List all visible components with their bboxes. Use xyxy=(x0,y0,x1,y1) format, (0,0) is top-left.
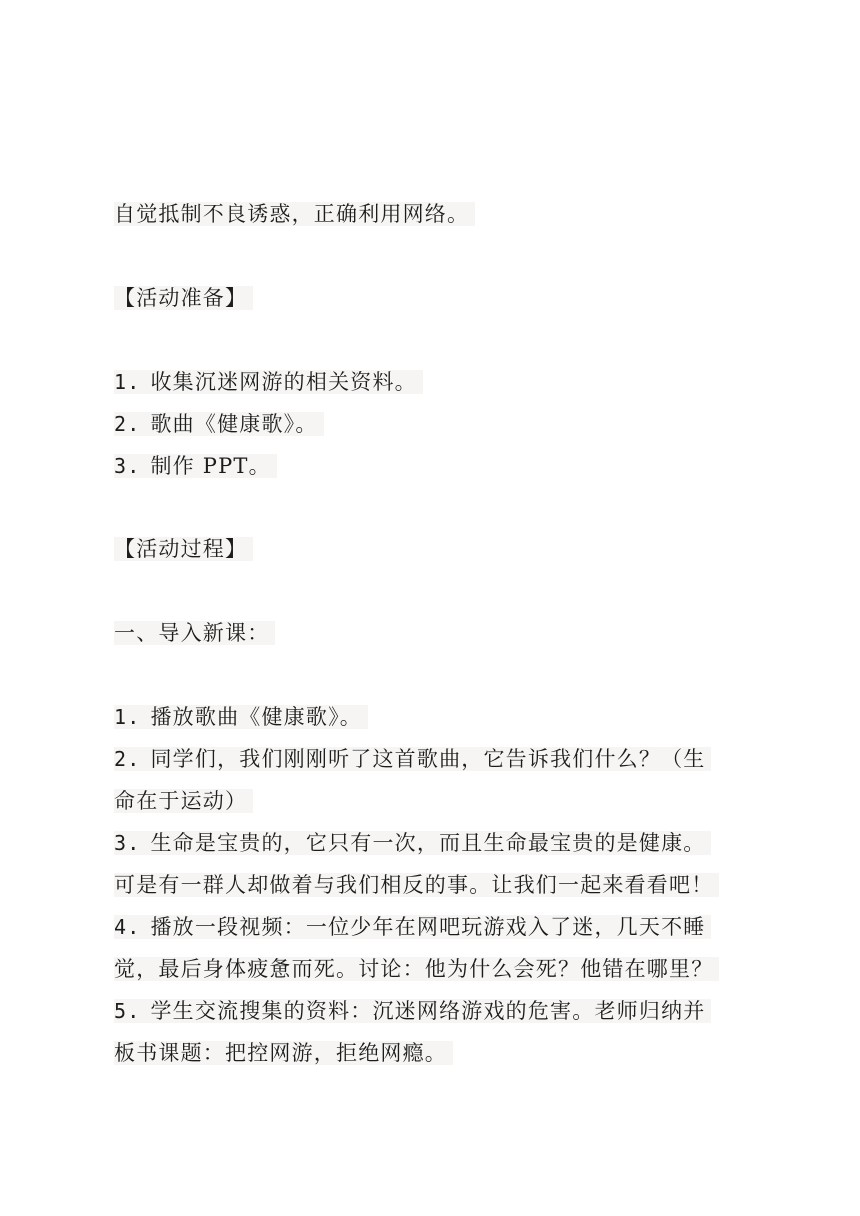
preparation-item-1 xyxy=(114,364,423,400)
preparation-item-2 xyxy=(114,406,324,442)
item-number: 5. xyxy=(114,999,141,1023)
item-text: 觉，最后身体疲惫而死。讨论：他为什么会死？他错在哪里？ xyxy=(114,957,719,981)
preparation-heading: 【活动准备】 xyxy=(114,280,253,316)
process-item-2-continuation xyxy=(114,783,253,819)
process-item-2 xyxy=(114,741,711,777)
item-text: 播放歌曲《健康歌》。 xyxy=(150,705,362,729)
process-item-5 xyxy=(114,993,711,1029)
preparation-item-3 xyxy=(114,448,277,484)
item-number: 4. xyxy=(114,915,141,939)
item-number: 2. xyxy=(114,747,141,771)
intro-paragraph xyxy=(114,196,475,232)
item-number: 3. xyxy=(114,454,141,478)
item-text: 歌曲《健康歌》。 xyxy=(150,412,318,436)
item-text: 命在于运动） xyxy=(114,789,253,813)
process-item-3-continuation xyxy=(114,867,719,903)
item-number: 1. xyxy=(114,370,141,394)
process-item-1 xyxy=(114,699,368,735)
item-text: 生命是宝贵的，它只有一次，而且生命最宝贵的是健康。 xyxy=(150,831,706,855)
item-number: 2. xyxy=(114,412,141,436)
item-text: 学生交流搜集的资料：沉迷网络游戏的危害。老师归纳并 xyxy=(150,999,706,1023)
item-text: 制作 PPT。 xyxy=(150,454,271,478)
intro-text: 自觉抵制不良诱惑，正确利用网络。 xyxy=(114,202,475,226)
item-text: 可是有一群人却做着与我们相反的事。让我们一起来看看吧！ xyxy=(114,873,719,897)
process-item-3 xyxy=(114,825,711,861)
process-heading: 【活动过程】 xyxy=(114,531,253,567)
item-number: 1. xyxy=(114,705,141,729)
process-item-4 xyxy=(114,909,711,945)
section-title: 一、导入新课： xyxy=(114,615,275,651)
item-text: 板书课题：把控网游，拒绝网瘾。 xyxy=(114,1041,453,1065)
item-text: 播放一段视频：一位少年在网吧玩游戏入了迷，几天不睡 xyxy=(150,915,706,939)
item-text: 同学们，我们刚刚听了这首歌曲，它告诉我们什么？（生 xyxy=(150,747,706,771)
item-number: 3. xyxy=(114,831,141,855)
process-item-4-continuation xyxy=(114,951,719,987)
process-item-5-continuation xyxy=(114,1035,453,1071)
item-text: 收集沉迷网游的相关资料。 xyxy=(150,370,417,394)
